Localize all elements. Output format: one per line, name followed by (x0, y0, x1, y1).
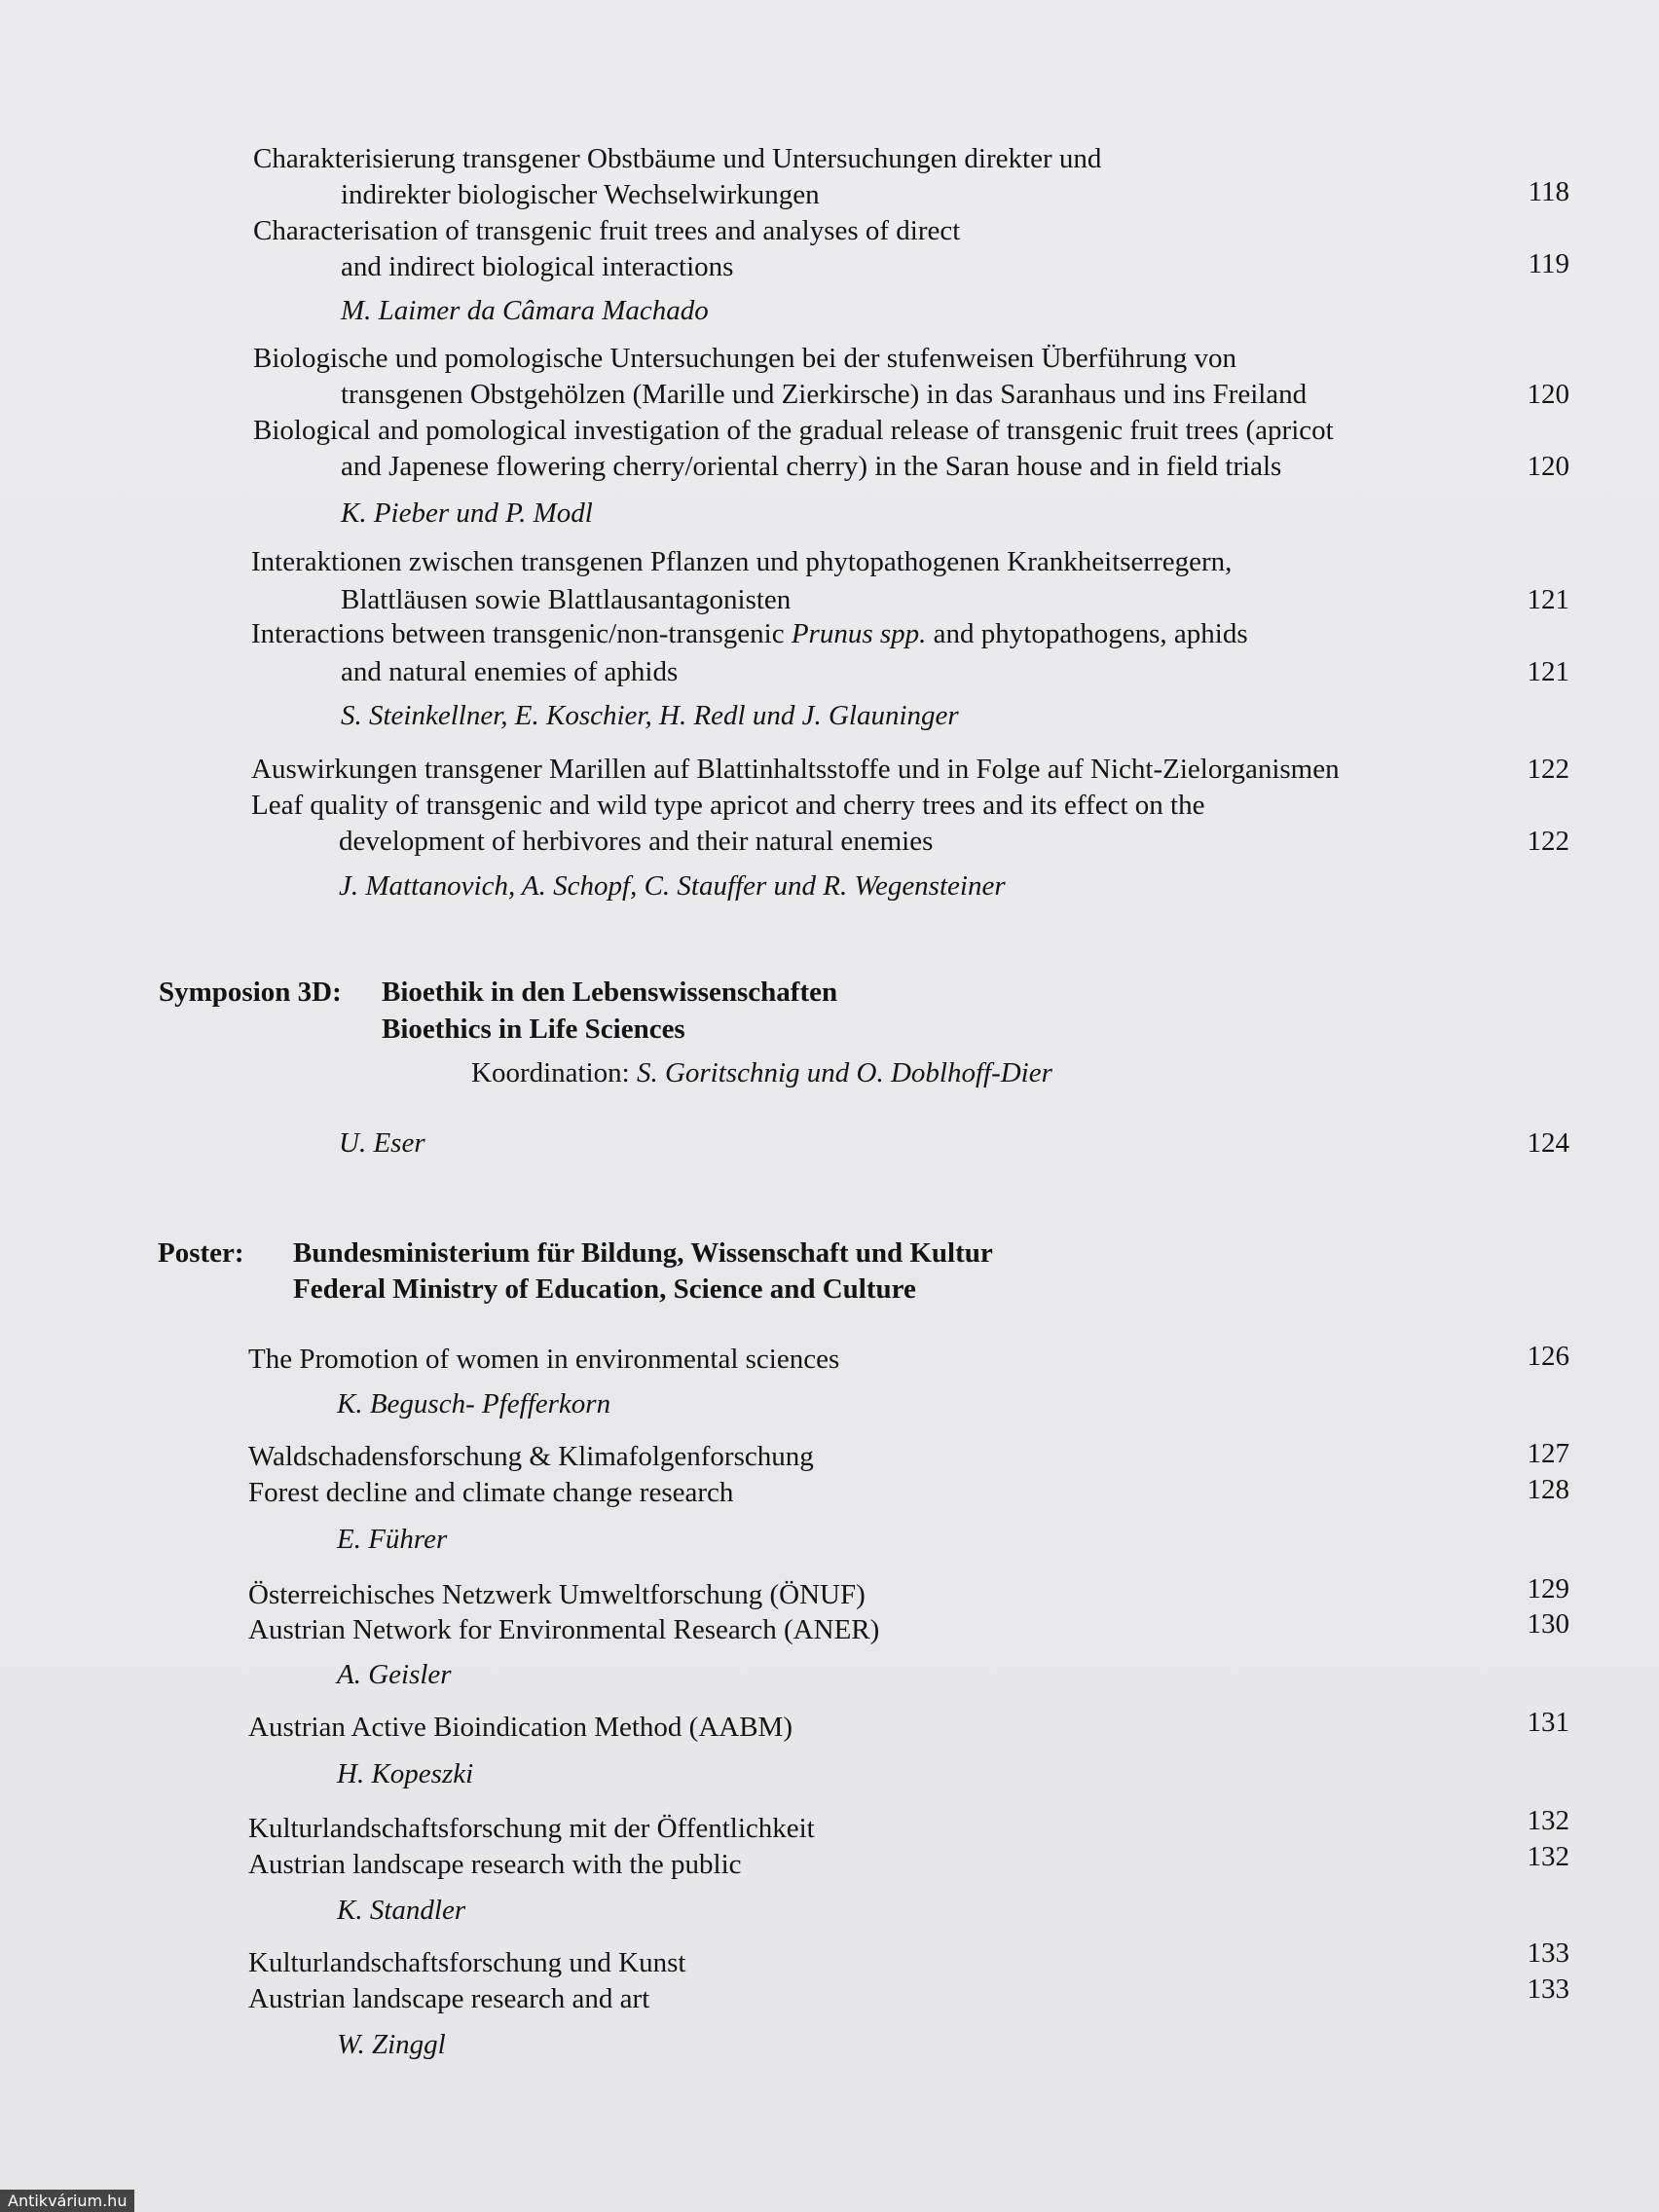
entry-1-en-page: 119 (1528, 248, 1569, 279)
entry-4-de-line-1: Auswirkungen transgener Marillen auf Blattinhaltsstoffe und in Folge auf Nicht-Zielorganismen (251, 754, 1340, 785)
entry-2-en-page: 120 (1527, 451, 1569, 482)
poster-item-6-page-2: 133 (1527, 1973, 1569, 2005)
entry-3-en-line-1 (251, 617, 1248, 650)
poster-item-4-author: H. Kopeszki (337, 1758, 474, 1789)
symposium-title-de: Bioethik in den Lebenswissenschaften (382, 977, 838, 1008)
entry-4-de-page: 122 (1527, 754, 1569, 785)
poster-item-3-page-2: 130 (1527, 1608, 1569, 1640)
poster-item-2-page-2: 128 (1527, 1474, 1569, 1505)
poster-item-6-line-1: Kulturlandschaftsforschung und Kunst (248, 1947, 686, 1978)
poster-item-3-line-2: Austrian Network for Environmental Research (ANER) (248, 1614, 880, 1645)
entry-3-en-line-2: and natural enemies of aphids (341, 656, 679, 687)
entry-1-de-line-1: Charakterisierung transgener Obstbäume und Untersuchungen direkter und (253, 143, 1102, 174)
poster-item-4-line-1: Austrian Active Bioindication Method (AABM) (248, 1712, 793, 1743)
entry-4-en-page: 122 (1527, 826, 1569, 857)
entry-2-de-page: 120 (1527, 379, 1569, 410)
entry-4-en-line-1: Leaf quality of transgenic and wild type apricot and cherry trees and its effect on the (251, 790, 1205, 821)
entry-1-en-line-1: Characterisation of transgenic fruit trees and analyses of direct (253, 215, 961, 246)
poster-item-2-line-2: Forest decline and climate change research (248, 1477, 734, 1508)
poster-item-2-page-1: 127 (1527, 1438, 1569, 1469)
poster-item-5-author: K. Standler (337, 1895, 466, 1926)
entry-3-en-post: and phytopathogens, aphids (926, 618, 1248, 649)
poster-item-1-page-1: 126 (1527, 1341, 1569, 1372)
poster-item-3-line-1: Österreichisches Netzwerk Umweltforschung (ÖNUF) (248, 1579, 866, 1610)
poster-item-5-page-2: 132 (1527, 1841, 1569, 1872)
poster-item-3-author: A. Geisler (337, 1659, 452, 1690)
poster-title-en: Federal Ministry of Education, Science and Culture (293, 1273, 916, 1305)
entry-2-en-line-1: Biological and pomological investigation of the gradual release of transgenic fruit trees (apricot (253, 415, 1334, 446)
entry-4-authors: J. Mattanovich, A. Schopf, C. Stauffer und R. Wegensteiner (339, 870, 1006, 902)
entry-2-en-line-2: and Japenese flowering cherry/oriental cherry) in the Saran house and in field trials (341, 451, 1282, 482)
poster-title-de: Bundesministerium für Bildung, Wissenschaft und Kultur (293, 1237, 993, 1269)
poster-item-1-author: K. Begusch- Pfefferkorn (337, 1388, 611, 1419)
entry-2-de-line-1: Biologische und pomologische Untersuchungen bei der stufenweisen Überführung von (253, 343, 1236, 374)
poster-item-2-author: E. Führer (337, 1524, 448, 1555)
poster-item-4-page-1: 131 (1527, 1707, 1569, 1738)
symposium-author: U. Eser (339, 1127, 425, 1159)
poster-item-5-line-2: Austrian landscape research with the public (248, 1849, 742, 1880)
poster-item-5-line-1: Kulturlandschaftsforschung mit der Öffentlichkeit (248, 1813, 815, 1844)
poster-item-6-page-1: 133 (1527, 1937, 1569, 1969)
poster-item-1-line-1: The Promotion of women in environmental sciences (248, 1344, 840, 1375)
symposium-coordination (471, 1056, 1052, 1089)
entry-3-de-line-1: Interaktionen zwischen transgenen Pflanzen und phytopathogenen Krankheitserregern, (251, 546, 1233, 577)
entry-3-de-line-2: Blattläusen sowie Blattlausantagonisten (341, 584, 792, 615)
poster-item-2-line-1: Waldschadensforschung & Klimafolgenforschung (248, 1441, 814, 1472)
entry-3-en-page: 121 (1527, 656, 1569, 687)
entry-1-de-line-2: indirekter biologischer Wechselwirkungen (341, 179, 820, 210)
entry-1-de-page: 118 (1528, 176, 1569, 207)
entry-3-en-pre: Interactions between transgenic/non-transgenic (251, 618, 792, 649)
entry-2-de-line-2: transgenen Obstgehölzen (Marille und Zierkirsche) in das Saranhaus und ins Freiland (341, 379, 1308, 410)
entry-3-authors: S. Steinkellner, E. Koschier, H. Redl und J. Glauninger (341, 700, 959, 731)
entry-1-en-line-2: and indirect biological interactions (341, 251, 734, 282)
entry-2-authors: K. Pieber und P. Modl (341, 498, 593, 529)
symposium-label: Symposion 3D: (159, 977, 342, 1008)
symposium-title-en: Bioethics in Life Sciences (382, 1014, 685, 1045)
poster-item-6-line-2: Austrian landscape research and art (248, 1983, 650, 2014)
entry-3-en-species: Prunus spp. (791, 618, 927, 649)
entry-1-authors: M. Laimer da Câmara Machado (341, 295, 709, 326)
poster-label: Poster: (158, 1237, 244, 1269)
watermark-label: Antikvárium.hu (0, 2190, 134, 2212)
entry-3-de-page: 121 (1527, 584, 1569, 615)
entry-4-en-line-2: development of herbivores and their natural enemies (339, 826, 934, 857)
symposium-page: 124 (1527, 1127, 1569, 1159)
poster-item-6-author: W. Zinggl (337, 2029, 446, 2060)
symposium-coordination-label: Koordination: (471, 1057, 637, 1088)
symposium-coordination-names: S. Goritschnig und O. Doblhoff-Dier (636, 1057, 1052, 1088)
poster-item-3-page-1: 129 (1527, 1573, 1569, 1604)
poster-item-5-page-1: 132 (1527, 1805, 1569, 1836)
